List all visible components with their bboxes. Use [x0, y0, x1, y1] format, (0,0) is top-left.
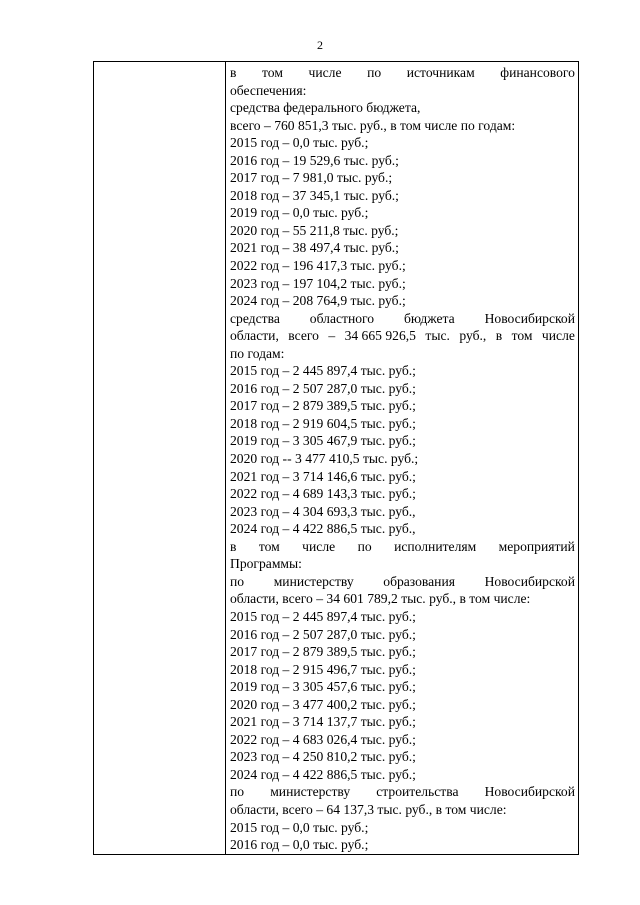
- text-line: 2023 год – 4 304 693,3 тыс. руб.,: [230, 503, 416, 519]
- word: по: [357, 538, 372, 554]
- text-line: 2022 год – 4 683 026,4 тыс. руб.;: [230, 731, 416, 747]
- word: числе: [541, 328, 575, 344]
- table-cell-content: [226, 62, 579, 855]
- text-line: 2016 год – 2 507 287,0 тыс. руб.;: [230, 626, 416, 642]
- word: том: [258, 538, 280, 554]
- word: том: [511, 328, 533, 344]
- word: мероприятий: [498, 538, 575, 554]
- text-line: 2024 год – 4 422 886,5 тыс. руб.,: [230, 521, 416, 537]
- word: Новосибирской: [484, 573, 575, 589]
- text-line: 2015 год – 2 445 897,4 тыс. руб.;: [230, 363, 416, 379]
- text-line: 2018 год – 37 345,1 тыс. руб.;: [230, 187, 399, 203]
- text-line: 2019 год – 0,0 тыс. руб.;: [230, 205, 369, 221]
- word: том: [262, 65, 283, 80]
- word: по: [230, 573, 245, 589]
- text-line: [230, 573, 575, 591]
- word: министерству: [270, 784, 351, 800]
- text-line: всего – 760 851,3 тыс. руб., в том числе по годам:: [230, 117, 516, 133]
- text-line: области, всего – 64 137,3 тыс. руб., в том числе:: [230, 801, 507, 817]
- word: строительства: [376, 784, 459, 800]
- word: всего: [288, 328, 319, 344]
- word: 34 665 926,5: [344, 328, 416, 344]
- financing-table: [93, 61, 579, 855]
- text-line: 2022 год – 196 417,3 тыс. руб.;: [230, 258, 406, 274]
- text-line: 2015 год – 0,0 тыс. руб.;: [230, 819, 369, 835]
- text-line: 2019 год – 3 305 467,9 тыс. руб.;: [230, 433, 416, 449]
- text-line: 2021 год – 38 497,4 тыс. руб.;: [230, 240, 399, 256]
- text-line: 2023 год – 197 104,2 тыс. руб.;: [230, 275, 406, 291]
- text-line: 2018 год – 2 919 604,5 тыс. руб.;: [230, 415, 416, 431]
- word: –: [328, 328, 336, 344]
- word: по: [367, 65, 382, 80]
- text-line: 2016 год – 2 507 287,0 тыс. руб.;: [230, 380, 416, 396]
- text-line: Программы:: [230, 556, 302, 572]
- text-line: 2020 год – 3 477 400,2 тыс. руб.;: [230, 696, 416, 712]
- word: средства: [230, 310, 280, 326]
- word: областного: [309, 310, 375, 326]
- text-line: 2021 год – 3 714 137,7 тыс. руб.;: [230, 714, 416, 730]
- word: числе: [308, 65, 342, 80]
- word: по: [230, 784, 245, 800]
- text-line: 2017 год – 7 981,0 тыс. руб.;: [230, 170, 393, 186]
- word: образования: [383, 573, 455, 589]
- text-line: 2021 год – 3 714 146,6 тыс. руб.;: [230, 468, 416, 484]
- text-line: 2020 год -- 3 477 410,5 тыс. руб.;: [230, 451, 419, 467]
- word: Новосибирской: [484, 784, 575, 800]
- page-number: 2: [317, 38, 323, 52]
- text-line: 2024 год – 4 422 886,5 тыс. руб.;: [230, 766, 416, 782]
- word: источникам: [406, 65, 475, 80]
- text-line: [230, 538, 575, 556]
- word: области,: [230, 328, 279, 344]
- word: исполнителям: [394, 538, 477, 554]
- word: руб.,: [459, 328, 487, 344]
- text-line: 2015 год – 0,0 тыс. руб.;: [230, 135, 369, 151]
- text-line: 2022 год – 4 689 143,3 тыс. руб.;: [230, 486, 416, 502]
- text-line: 2015 год – 2 445 897,4 тыс. руб.;: [230, 608, 416, 624]
- word: бюджета: [403, 310, 455, 326]
- word: Новосибирской: [484, 310, 575, 326]
- table-row: [94, 62, 579, 855]
- text-line: области, всего – 34 601 789,2 тыс. руб., в том числе:: [230, 591, 531, 607]
- text-line: средства федерального бюджета,: [230, 100, 421, 116]
- word: тыс.: [425, 328, 450, 344]
- text-line: по годам:: [230, 345, 285, 361]
- text-line: 2024 год – 208 764,9 тыс. руб.;: [230, 293, 406, 309]
- text-line: 2017 год – 2 879 389,5 тыс. руб.;: [230, 398, 416, 414]
- text-line: 2023 год – 4 250 810,2 тыс. руб.;: [230, 749, 416, 765]
- text-line: [230, 310, 575, 328]
- text-line: 2019 год – 3 305 457,6 тыс. руб.;: [230, 679, 416, 695]
- table-cell-label: [94, 62, 226, 855]
- word: в: [230, 65, 237, 80]
- text-line: 2018 год – 2 915 496,7 тыс. руб.;: [230, 661, 416, 677]
- text-line: [230, 783, 575, 801]
- word: в: [230, 538, 237, 554]
- word: в: [495, 328, 503, 344]
- word: финансового: [500, 65, 575, 80]
- text-line: обеспечения:: [230, 82, 307, 98]
- text-line: [230, 64, 575, 82]
- word: числе: [302, 538, 336, 554]
- text-line: 2016 год – 0,0 тыс. руб.;: [230, 837, 369, 853]
- text-line: [230, 327, 575, 345]
- text-line: 2020 год – 55 211,8 тыс. руб.;: [230, 222, 399, 238]
- text-line: 2016 год – 19 529,6 тыс. руб.;: [230, 152, 399, 168]
- text-line: 2017 год – 2 879 389,5 тыс. руб.;: [230, 644, 416, 660]
- word: министерству: [273, 573, 354, 589]
